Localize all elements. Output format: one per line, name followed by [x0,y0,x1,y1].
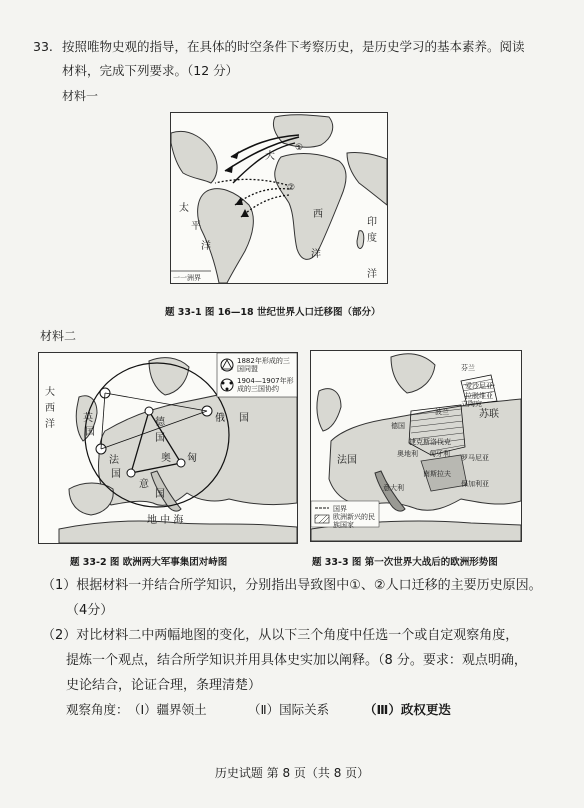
iberia-shape [69,483,113,515]
label-ussr: 苏联 [479,409,499,420]
africa-shape [275,154,346,260]
label-hungary: 匈牙利 [429,450,450,458]
migration-map [170,112,388,284]
material1-heading: 材料一 [62,89,99,103]
legend-dot-c [226,388,229,391]
question-line-1: 按照唯物史观的指导，在具体的时空条件下考察历史，是历史学习的基本素养。阅读 [62,39,525,54]
label-bulgaria: 保加利亚 [461,480,489,488]
postwar-europe-map [310,350,522,542]
label-da: 大 [45,387,55,398]
label-yang1: 洋 [201,241,211,252]
label-finland: 芬兰 [461,364,475,372]
angle-regime-change: （Ⅲ）政权更迭 [364,702,451,717]
angle-territory: （Ⅰ）疆界领土 [128,702,207,717]
node-austria [177,459,185,467]
legend-dot-b [230,382,233,385]
north-america-shape [171,131,217,183]
legend-triple-entente: 1904—1907年形成的三国协约 [237,377,294,393]
map3-caption: 题 33-3 图 第一次世界大战后的欧洲形势图 [312,557,498,568]
label-latvia: 拉脱维亚 [465,392,493,400]
question-number: 33. [33,39,53,54]
label-germany: 德国 [391,422,405,430]
label-da: 大 [265,151,275,162]
label-du: 度 [367,233,377,244]
requirement-2-line-3: 史论结合，论证合理，条理清楚） [66,678,262,693]
military-blocs-map [38,352,298,544]
britain-shape [317,389,341,431]
label-ping: 平 [191,221,201,232]
label-guo-5: 国 [239,413,249,424]
page-footer: 历史试题 第 8 页（共 8 页） [214,766,370,780]
label-guo-4: 国 [155,489,165,500]
label-romania: 罗马尼亚 [461,454,489,462]
arrowhead-1b [225,165,233,173]
migration-map-drawing [171,113,387,283]
label-yi: 意 [139,479,149,490]
label-de: 德 [155,417,165,428]
node-germany [145,407,153,415]
node-italy [127,469,135,477]
label-yang: 洋 [45,419,55,430]
requirement-2-line-1: （2）对比材料二中两幅地图的变化，从以下三个角度中任选一个或自定观察角度， [42,628,519,643]
label-france: 法国 [337,455,357,466]
label-xi: 西 [313,209,323,220]
label-ao: 奥 [161,453,171,464]
label-yugoslavia: 南斯拉夫 [423,470,451,478]
label-yin: 印 [367,217,377,228]
angle-international-relations: （Ⅱ）国际关系 [248,702,330,717]
marker-1: ① [295,143,304,153]
requirement-1-line-2: （4分） [66,603,114,618]
label-guo-2: 国 [111,469,121,480]
legend-border: 国界 [333,505,347,513]
requirement-2-line-2: 提炼一个观点，结合所学知识并用具体史实加以阐释。（8 分。要求：观点明确， [66,653,527,668]
question-line-2: 材料，完成下列要求。（12 分） [62,63,239,78]
label-guo-3: 国 [155,433,165,444]
arrowhead-1a [231,151,239,159]
label-ying: 英 [83,413,93,424]
label-e: 俄 [215,413,225,424]
madagascar-shape [357,231,364,249]
continent-shape [99,379,298,505]
label-czechoslovakia: 捷克斯洛伐克 [409,438,451,446]
label-lithuania: 立陶宛 [461,400,482,408]
legend-continent-boundary: 一一洲界 [173,274,201,282]
label-estonia: 爱沙尼亚 [465,382,493,390]
map1-caption: 题 33-1 图 16—18 世纪世界人口迁移图（部分） [165,307,381,318]
requirement-1-line-1: （1）根据材料一并结合所学知识，分别指出导致图中①、②人口迁移的主要历史原因。 [42,578,542,593]
marker-2: ② [287,183,296,193]
label-guo-1: 国 [85,427,95,438]
legend-triple-alliance: 1882年形成的三国同盟 [237,357,290,373]
label-austria: 奥地利 [397,450,418,458]
map2-caption: 题 33-2 图 欧洲两大军事集团对峙图 [70,557,228,568]
scandinavia-shape [391,354,435,393]
legend-new-states: 欧洲新兴的民族国家 [333,513,375,529]
label-mediterranean: 地 中 海 [147,515,184,526]
label-yang2: 洋 [311,249,321,260]
material2-heading: 材料二 [40,329,77,343]
legend-dot-a [222,382,225,385]
asia-shape [347,152,387,205]
label-xi: 西 [45,403,55,414]
label-yang3: 洋 [367,269,377,280]
label-tai: 太 [179,203,189,214]
label-xiong: 匈 [187,453,197,464]
label-poland: 波兰 [435,408,449,416]
label-fa: 法 [109,455,119,466]
south-america-shape [198,189,254,283]
label-italy: 意大利 [383,484,404,492]
angles-label: 观察角度： [66,702,129,717]
